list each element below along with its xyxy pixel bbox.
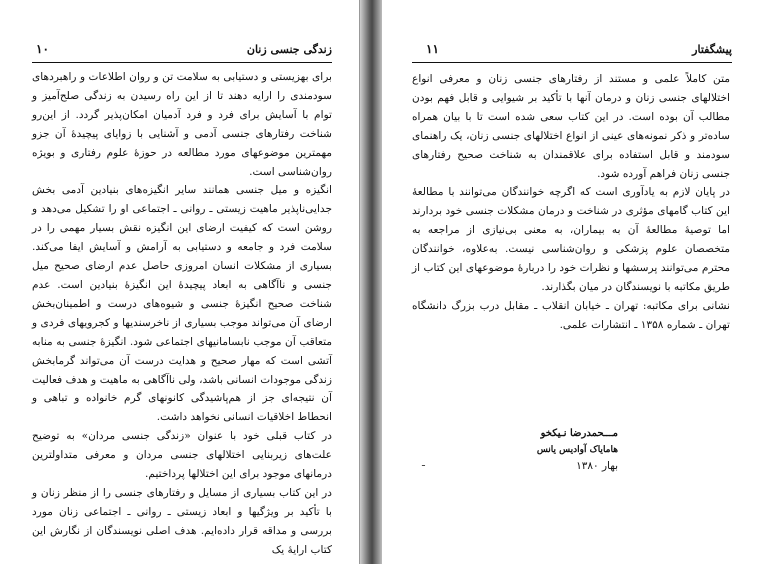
left-page [0, 0, 360, 564]
left-page-body [32, 68, 332, 560]
right-page-running-title: پیشگفتار [692, 43, 732, 56]
right-page-header [412, 42, 732, 63]
right-page-number: ۱۱ [426, 42, 439, 56]
left-paragraph-3: در کتاب قبلی خود با عنوان «زندگی جنسی مردان» به توضیح علت‌های زیربنایی اختلالهای جنسی مردان و معرفی متداولترین درمانهای موجود برای این اختلالها پرداختیم. [32, 430, 332, 481]
coauthor-name: هامایاک آوادیس یانس [536, 445, 618, 455]
page-mark: ـ [422, 458, 425, 469]
author-name: مـــحمدرضا نـیکخو [540, 428, 618, 439]
left-page-running-title: زندگی جنسی زنان [246, 43, 332, 56]
left-paragraph-1: برای بهزیستی و دستیابی به سلامت تن و روان اطلاعات و راهبردهای سودمندی را ارایه دهند تا از این راه رسیدن به زندگی صلح‌آمیز و توام با آسایش برای فرد و فرد آدمیان امکان‌پذیر گردد. از این‌رو شناخت رفتارهای جنسی آدمی و آشنایی با زوایای پیچیدهٔ آن جزو مهمترین موضوعهای مورد مطالعه در حوزهٔ علوم رفتاری و بویژه روان‌شناسی است. [32, 71, 332, 178]
right-page [382, 0, 768, 564]
book-gutter [360, 0, 382, 564]
right-paragraph-3: نشانی برای مکاتبه: تهران ـ خیابان انقلاب ـ مقابل درب بزرگ دانشگاه تهران ـ شماره ۱۳۵۸ ـ انتشارات علمی. [412, 299, 730, 331]
right-paragraph-1: متن کاملاً علمی و مستند از رفتارهای جنسی زنان و معرفی انواع اختلالهای جنسی زنان و درمان آنها با تأکید بر شیوایی و قابل فهم بودن مطالب آن بوده است. در این کتاب سعی شده است تا با بیان همراه ساده‌تر و ذکر نمونه‌های عینی از انواع اختلالهای جنسی زنان، یک راهنمای سودمند و قابل استفاده برای علاقمندان به شناخت صحیح رفتارهای جنسی زنان فراهم آورده شود. [412, 73, 730, 180]
left-page-header [32, 42, 332, 63]
left-page-number: ۱۰ [36, 42, 49, 56]
right-paragraph-2: در پایان لازم به یادآوری است که اگرچه خوانندگان می‌توانند با مطالعهٔ این کتاب گامهای مؤثری در شناخت و درمان مشکلات جنسی خود بردارند اما توصیهٔ مطالعهٔ آن به بیماران، به معنی بی‌نیازی از مراجعه به متخصصان علوم پزشکی و روان‌شناسی نیست. به‌علاوه، خوانندگان محترم می‌توانند پرسشها و نظرات خود را دربارهٔ موضوعهای این کتاب از طریق مکاتبه با نویسندگان در میان بگذارند. [412, 186, 730, 293]
right-page-body [412, 70, 730, 335]
left-paragraph-4: در این کتاب بسیاری از مسایل و رفتارهای جنسی را از منظر زنان و با تأکید بر ویژگیها و ابعاد زیستی ـ روانی ـ اجتماعی زنان مورد بررسی و مداقه قرار داده‌ایم. هدف اصلی نویسندگان از نگارش این کتاب ارایهٔ یک [32, 486, 332, 556]
signature-block [537, 428, 618, 472]
left-paragraph-2: انگیزه و میل جنسی همانند سایر انگیزه‌های بنیادین آدمی بخش جدایی‌ناپذیر ماهیت زیستی ـ روانی ـ اجتماعی او را تشکیل می‌دهد و روشن است که کیفیت ارضای این انگیزه نقش بسیار مهمی را در سلامت فرد و جامعه و دستیابی به آرامش و آسایش ایفا می‌کند. بسیاری از مشکلات انسان امروزی حاصل عدم ارضای صحیح میل جنسی و ناآگاهی به ابعاد پیچیدهٔ این انگیزهٔ بنیادین است. عدم شناخت صحیح انگیزهٔ جنسی و شیوه‌های درست و اطمینان‌بخش ارضای آن می‌تواند موجب بسیاری از ناخرسندیها و کجرویهای فردی و متعاقب آن موجب نابسامانیهای اجتماعی شود. انگیزهٔ جنسی به منابه آتشی است که مهار صحیح و هدایت درست آن می‌تواند گرمابخش زندگی موجودات انسانی باشد، ولی ناآگاهی به ماهیت و هدف فعالیت آن نتیجه‌ای جز از هم‌پاشیدگی کانونهای گرم خانواده و تباهی و انحطاط اخلاقیات انسانی نخواهد داشت. [32, 184, 332, 424]
preface-date: بهار ۱۳۸۰ [576, 460, 618, 472]
